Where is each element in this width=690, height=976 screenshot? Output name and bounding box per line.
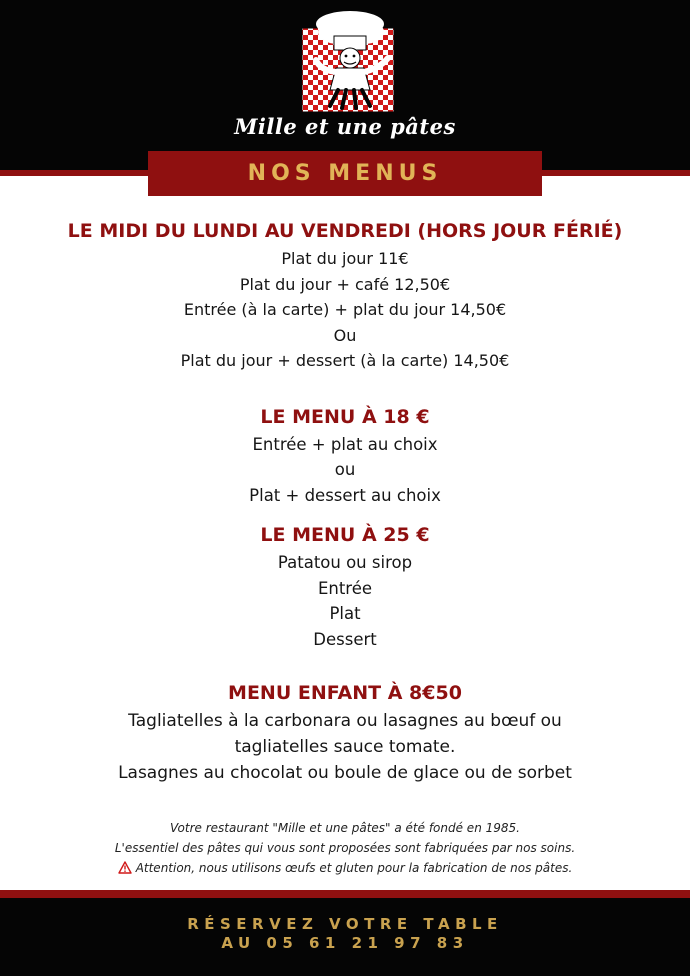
menu-section-enfant: [0, 678, 690, 786]
note-warning-text: Attention, nous utilisons œufs et gluten pour la fabrication de nos pâtes.: [135, 861, 573, 875]
warning-icon: [118, 860, 132, 880]
note-warning-line: [0, 858, 690, 880]
menu-line: Plat: [329, 604, 361, 623]
menu-line: Plat du jour 11€: [281, 249, 409, 268]
section-title: LE MIDI DU LUNDI AU VENDREDI (HORS JOUR FÉRIÉ): [67, 220, 623, 242]
menu-section-25: [0, 520, 690, 652]
menu-line: ou: [334, 460, 356, 479]
menu-line: Plat du jour + café 12,50€: [239, 274, 451, 294]
menu-section-midi: [0, 216, 690, 374]
section-title: MENU ENFANT À 8€50: [228, 682, 462, 704]
menu-content: [0, 216, 690, 786]
note-line: L'essentiel des pâtes qui vous sont proposées sont fabriquées par nos soins.: [114, 841, 576, 855]
menu-section-18: [0, 402, 690, 509]
section-title: LE MENU À 25 €: [260, 524, 430, 546]
menu-line: Plat du jour + dessert (à la carte) 14,50€: [180, 351, 510, 370]
menu-line: Plat + dessert au choix: [249, 485, 441, 505]
menu-line: Entrée (à la carte) + plat du jour 14,50€: [183, 300, 507, 319]
logo-wordmark: Mille et une pâtes: [234, 114, 456, 139]
page-title: NOS MENUS: [247, 161, 443, 186]
phone-number: AU 05 61 21 97 83: [221, 934, 469, 952]
menu-line: Tagliatelles à la carbonara ou lasagnes au bœuf ou: [128, 711, 562, 731]
menu-line: tagliatelles sauce tomate.: [234, 737, 456, 757]
menu-line: Dessert: [313, 629, 377, 649]
footer-band: [0, 898, 690, 976]
footer-red-stripe: [0, 890, 690, 898]
menu-line: Entrée + plat au choix: [252, 434, 438, 454]
reservation-text: RÉSERVEZ VOTRE TABLE: [187, 915, 503, 933]
menu-line: Entrée: [317, 578, 373, 598]
menu-line: Ou: [333, 325, 357, 345]
title-banner: [148, 151, 542, 196]
menu-line: Lasagnes au chocolat ou boule de glace ou de sorbet: [118, 763, 572, 783]
restaurant-notes: [0, 818, 690, 880]
note-line: Votre restaurant "Mille et une pâtes" a été fondé en 1985.: [170, 821, 520, 835]
chef-logo-icon: [298, 10, 398, 114]
chef-logo: [298, 10, 398, 114]
section-title: LE MENU À 18 €: [260, 405, 430, 428]
menu-line: Patatou ou sirop: [277, 553, 413, 572]
